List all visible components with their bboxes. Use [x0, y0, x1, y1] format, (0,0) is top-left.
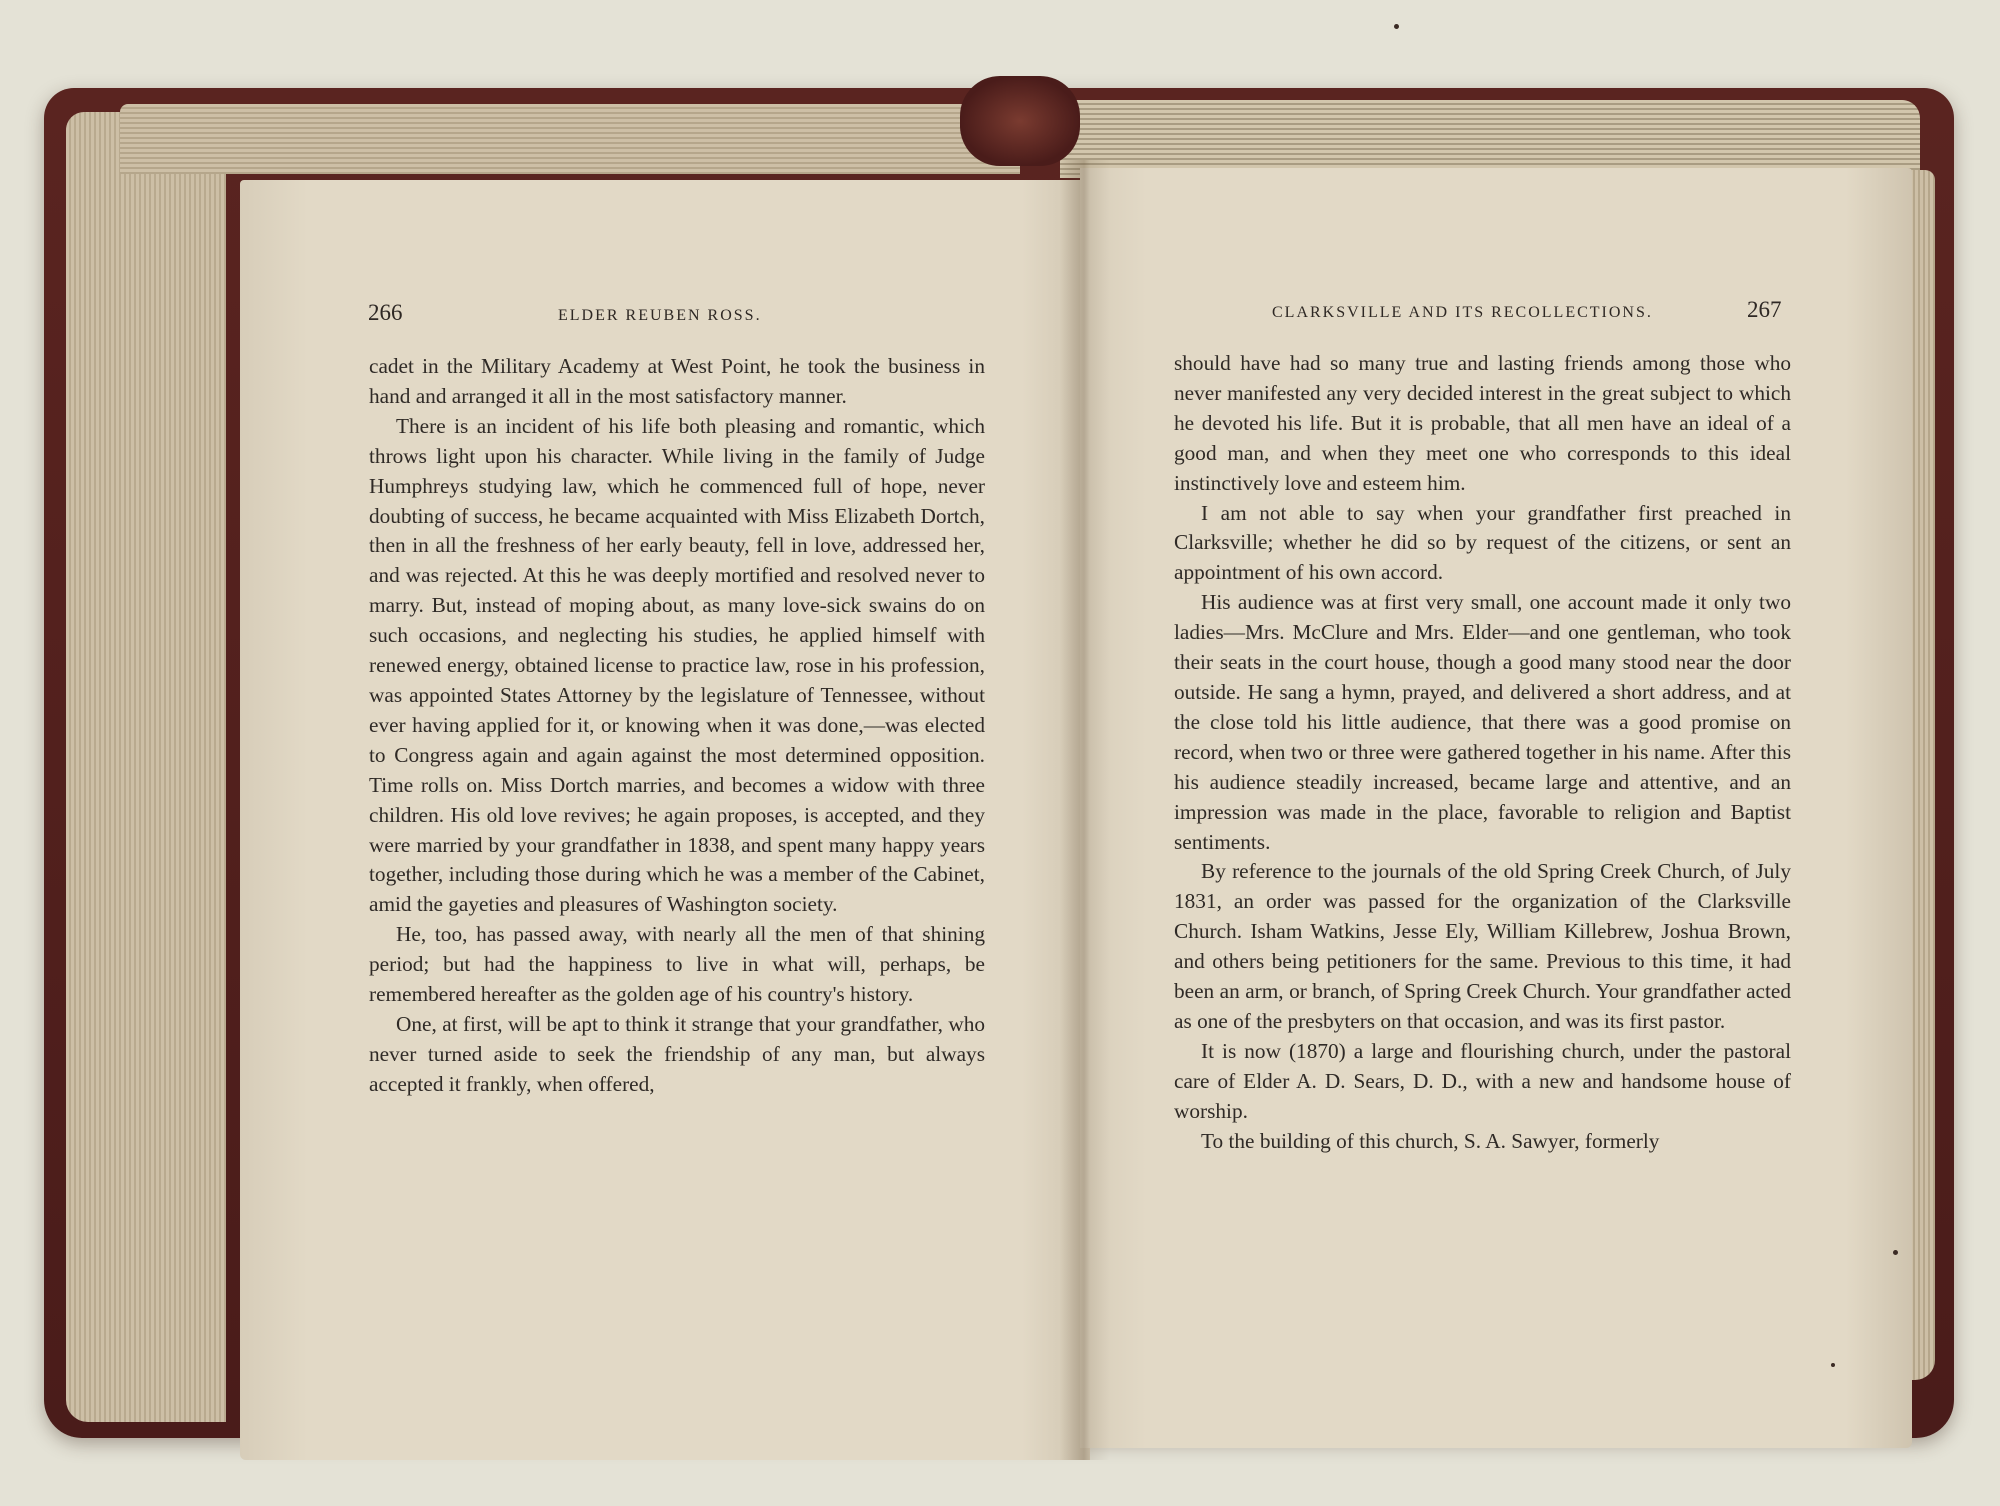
paragraph: should have had so many true and lasting friends among those who never manifested any very decided interest in the great subject to which he devoted his life. But it is probable, that all men have an ideal of a good man, and when they meet one who corresponds to this ideal instinctively love and esteem him.: [1174, 351, 1791, 495]
speck-mark: [1831, 1363, 1835, 1367]
page-edges-top-right: [1060, 100, 1920, 178]
page-edges-top-left: [120, 104, 1020, 174]
speck-mark: [1394, 24, 1399, 29]
left-page-text: [369, 352, 985, 1100]
paragraph: To the building of this church, S. A. Sawyer, formerly: [1201, 1128, 1660, 1153]
paragraph: cadet in the Military Academy at West Point, he took the business in hand and arranged it all in the most satisfactory manner.: [369, 354, 985, 408]
left-page-number: 266: [368, 300, 403, 325]
paragraph: One, at first, will be apt to think it strange that your grandfather, who never turned aside to seek the friendship of any man, but always accepted it frankly, when offered,: [369, 1011, 985, 1096]
paragraph: There is an incident of his life both pleasing and romantic, which throws light upon his character. While living in the family of Judge Humphreys studying law, which he commenced full of hope, never doubting of success, he became acquainted with Miss Elizabeth Dortch, then in all the freshness of her early beauty, fell in love, addressed her, and was rejected. At this he was deeply mortified and resolved never to marry. But, instead of moping about, as many love-sick swains do on such occasions, and neglecting his studies, he applied himself with renewed energy, obtained license to practice law, rose in his profession, was appointed States Attorney by the legislature of Tennessee, without ever having applied for it, or knowing when it was done,—was elected to Congress again and again against the most determined opposition. Time rolls on. Miss Dortch marries, and becomes a widow with three children. His old love revives; he again proposes, is accepted, and they were married by your grandfather in 1838, and spent many happy years together, including those during which he was a member of the Cabinet, amid the gayeties and pleasures of Washington society.: [369, 413, 985, 917]
right-page-text: [1174, 349, 1791, 1156]
book-spine: [960, 76, 1080, 166]
paragraph: His audience was at first very small, one account made it only two ladies—Mrs. McClure and Mrs. Elder—and one gentleman, who took their seats in the court house, though a good many stood near the door outside. He sang a hymn, prayed, and delivered a short address, and at the close told his little audience, that there was a good promise on record, when two or three were gathered together in his name. After this his audience steadily increased, became large and attentive, and an impression was made in the place, favorable to religion and Baptist sentiments.: [1174, 590, 1791, 854]
paragraph: By reference to the journals of the old Spring Creek Church, of July 1831, an order was passed for the organization of the Clarksville Church. Isham Watkins, Jesse Ely, William Killebrew, Joshua Brown, and others being petitioners for the same. Previous to this time, it had been an arm, or branch, of Spring Creek Church. Your grandfather acted as one of the presbyters on that occasion, and was its first pastor.: [1174, 859, 1791, 1033]
book-gutter: [1060, 160, 1110, 1460]
speck-mark: [1893, 1250, 1898, 1255]
paragraph: He, too, has passed away, with nearly all the men of that shining period; but had the happiness to live in what will, perhaps, be remembered hereafter as the golden age of his country's history.: [369, 922, 985, 1007]
right-page-number: 267: [1747, 297, 1782, 322]
page-edges-left: [66, 112, 226, 1422]
paragraph: I am not able to say when your grandfather first preached in Clarksville; whether he did so by request of the citizens, or sent an appointment of his own accord.: [1174, 500, 1791, 585]
right-running-head: CLARKSVILLE AND ITS RECOLLECTIONS.: [1272, 304, 1653, 321]
left-running-head: ELDER REUBEN ROSS.: [558, 307, 762, 324]
paragraph: It is now (1870) a large and flourishing church, under the pastoral care of Elder A. D. Sears, D. D., with a new and handsome house of worship.: [1174, 1038, 1791, 1123]
